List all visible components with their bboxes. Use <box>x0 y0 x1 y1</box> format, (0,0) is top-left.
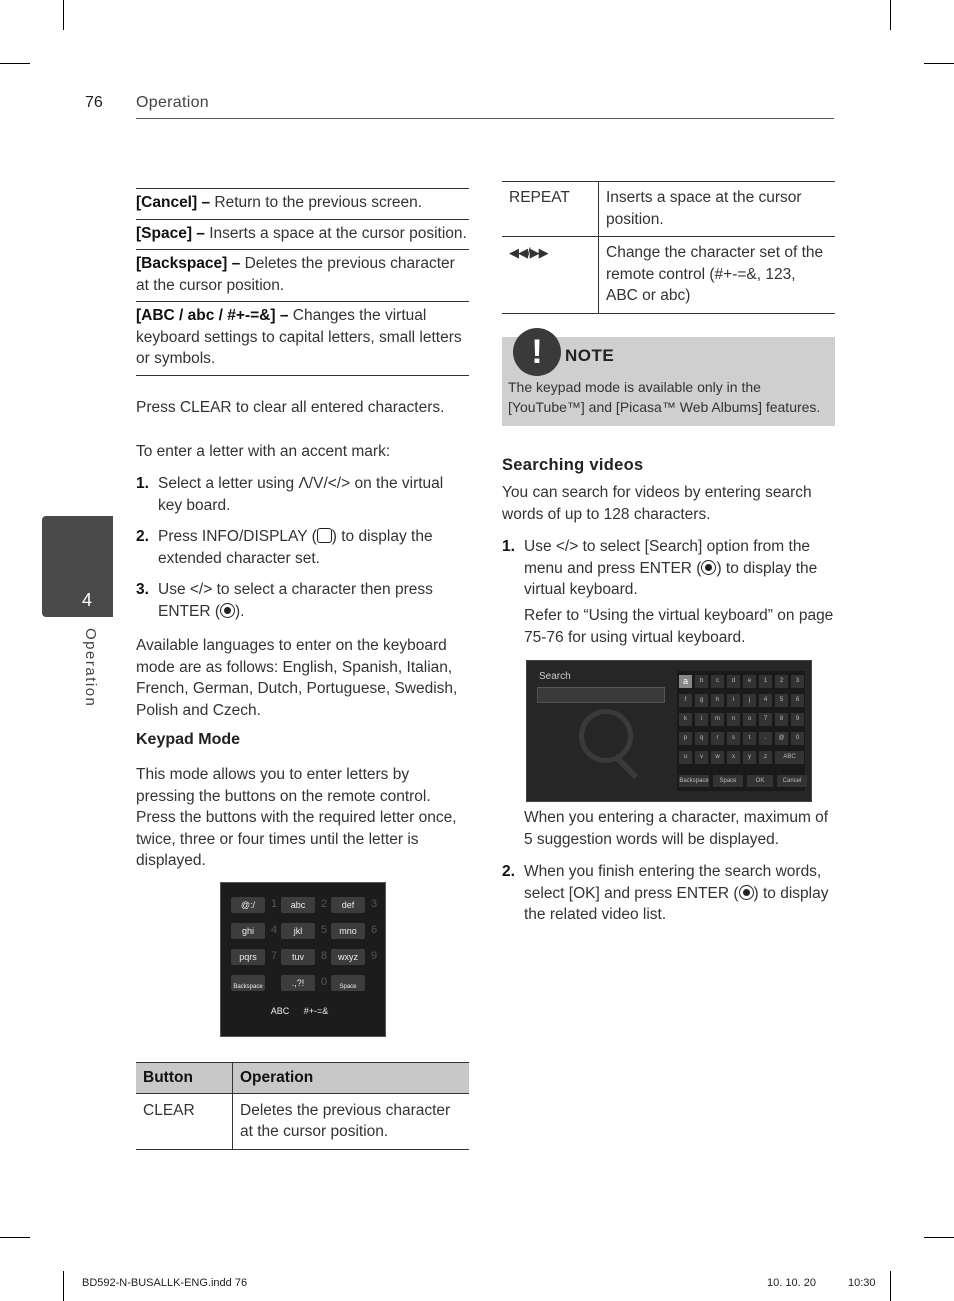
search-heading: Searching videos <box>502 456 644 474</box>
keypad-key: pqrs <box>231 949 265 965</box>
keypad-heading: Keypad Mode <box>136 731 241 748</box>
section-title: Operation <box>136 94 209 111</box>
keyboard-key: 2 <box>775 675 788 688</box>
search-screenshot <box>526 660 812 802</box>
keyboard-key: @ <box>775 732 788 745</box>
keypad-key: .,?! <box>281 975 315 991</box>
search-intro: You can search for videos by entering search words of up to 128 characters. <box>502 484 812 523</box>
keypad-digit: 7 <box>271 950 278 962</box>
keyboard-key: u <box>679 751 692 764</box>
table-row <box>502 237 835 314</box>
step-item: 2. When you finish entering the search words, select [OK] and press ENTER ( ) to display the related video list. <box>502 863 829 923</box>
accent-intro: To enter a letter with an accent mark: <box>136 443 391 460</box>
keypad-digit: 9 <box>371 950 378 962</box>
step-item: 1. Select a letter using Λ/V/</> on the virtual key board. <box>136 475 444 514</box>
keyboard-button: Cancel <box>777 775 807 787</box>
table-header-button: Button <box>136 1063 233 1094</box>
chapter-number: 4 <box>82 590 93 610</box>
keyboard-key: 3 <box>791 675 804 688</box>
note-title: NOTE <box>565 346 615 365</box>
exclamation-icon: ! <box>513 328 561 376</box>
keypad-digit: 5 <box>321 924 328 936</box>
keyboard-key: 8 <box>775 713 788 726</box>
table-cell-button: CLEAR <box>136 1093 233 1149</box>
keyboard-key: h <box>711 694 724 707</box>
crop-mark <box>0 63 30 64</box>
keyboard-key: 1 <box>759 675 772 688</box>
keypad-mode-abc: ABC <box>270 1006 290 1016</box>
keyboard-key: m <box>711 713 724 726</box>
keyboard-key: j <box>743 694 756 707</box>
accent-steps <box>136 473 469 632</box>
crop-mark <box>924 63 954 64</box>
info-display-icon <box>317 528 332 543</box>
note-text: The keypad mode is available only in the [YouTube™] and [Picasa™ Web Albums] features. <box>508 379 821 415</box>
magnifier-handle <box>613 754 638 779</box>
keyboard-key: t <box>743 732 756 745</box>
keypad-mode-symbols: #+-=& <box>303 1006 329 1016</box>
keyboard-key: b <box>695 675 708 688</box>
keyboard-button: Backspace <box>679 775 709 787</box>
keyboard-key: 6 <box>791 694 804 707</box>
virtual-keyboard <box>677 671 805 791</box>
keyboard-key: 5 <box>775 694 788 707</box>
keypad-key: ghi <box>231 923 265 939</box>
button-operation-table <box>136 1062 469 1150</box>
crop-mark <box>890 0 891 30</box>
definition-cancel: [Cancel] – Return to the previous screen. <box>136 188 469 219</box>
search-screen-title: Search <box>539 671 571 682</box>
table-row <box>502 182 835 237</box>
keyboard-key: p <box>679 732 692 745</box>
keyboard-key: a <box>679 675 692 688</box>
keypad-key: abc <box>281 897 315 913</box>
keyboard-key: r <box>711 732 724 745</box>
keyboard-key: x <box>727 751 740 764</box>
footer-file: BD592-N-BUSALLK-ENG.indd 76 <box>82 1277 248 1289</box>
keyboard-key: k <box>679 713 692 726</box>
keyboard-button: Space <box>713 775 743 787</box>
keyboard-key: 0 <box>791 732 804 745</box>
keypad-key: tuv <box>281 949 315 965</box>
keypad-digit: 0 <box>321 976 328 988</box>
table-cell-button: REPEAT <box>502 182 599 237</box>
step-item: 1. Use </> to select [Search] option from the menu and press ENTER ( ) to display the virtual keyboard. <box>502 538 818 598</box>
keypad-digit: 3 <box>371 898 378 910</box>
keypad-key: jkl <box>281 923 315 939</box>
left-right-keys-icon: </> <box>555 538 579 555</box>
keyboard-key: f <box>679 694 692 707</box>
keypad-key: wxyz <box>331 949 365 965</box>
table-cell-operation: Deletes the previous character at the cursor position. <box>233 1093 470 1149</box>
chapter-label: Operation <box>82 628 99 708</box>
arrow-keys-icon: Λ/V/</> <box>298 475 351 492</box>
languages-text: Available languages to enter on the keyboard mode are as follows: English, Spanish, Italian, French, German, Dutch, Portuguese, Swedish, Polish and Czech. <box>136 637 458 719</box>
footer-date: 10. 10. 20 <box>767 1277 816 1289</box>
table-header-operation: Operation <box>233 1063 470 1094</box>
crop-mark <box>63 1271 64 1301</box>
keyboard-key: e <box>743 675 756 688</box>
chapter-tab <box>42 516 113 617</box>
crop-mark <box>63 0 64 30</box>
step-item: 3. Use </> to select a character then press ENTER ( ). <box>136 581 433 620</box>
keyboard-key: c <box>711 675 724 688</box>
definition-space: [Space] – Inserts a space at the cursor position. <box>136 219 469 250</box>
suggestion-text: When you entering a character, maximum of 5 suggestion words will be displayed. <box>524 809 829 848</box>
enter-icon <box>701 560 716 575</box>
definition-backspace: [Backspace] – Deletes the previous character at the cursor position. <box>136 249 469 301</box>
keypad-key: mno <box>331 923 365 939</box>
keyboard-key: d <box>727 675 740 688</box>
skip-buttons-icon: ◀◀/▶▶ <box>502 237 599 314</box>
keypad-digit: 6 <box>371 924 378 936</box>
keyboard-key: s <box>727 732 740 745</box>
keyboard-key: o <box>743 713 756 726</box>
keyboard-key: q <box>695 732 708 745</box>
keyboard-key: y <box>743 751 756 764</box>
button-operation-table-continued <box>502 181 835 314</box>
keypad-digit: 2 <box>321 898 328 910</box>
clear-instruction: Press CLEAR to clear all entered characters. <box>136 399 445 416</box>
keyboard-key: z <box>759 751 772 764</box>
search-step-1 <box>502 536 835 611</box>
keypad-key: @:/ <box>231 897 265 913</box>
search-field <box>537 687 665 703</box>
keyboard-key: 4 <box>759 694 772 707</box>
key-definition-list <box>136 188 469 376</box>
left-right-keys-icon: </> <box>189 581 213 598</box>
step1-refer: Refer to “Using the virtual keyboard” on page 75-76 for using virtual keyboard. <box>524 607 834 646</box>
magnifier-icon <box>579 709 633 763</box>
keypad-key: def <box>331 897 365 913</box>
table-cell-operation: Change the character set of the remote control (#+-=&, 123, ABC or abc) <box>599 237 836 314</box>
table-cell-operation: Inserts a space at the cursor position. <box>599 182 836 237</box>
keyboard-key: ABC <box>775 751 804 764</box>
enter-icon <box>739 885 754 900</box>
table-row <box>136 1093 469 1149</box>
page-number: 76 <box>85 94 103 111</box>
keypad-digit: 4 <box>271 924 278 936</box>
keypad-text: This mode allows you to enter letters by pressing the buttons on the remote control. Press the buttons with the required letter once, twice, three or four times until the letter is displayed. <box>136 766 457 869</box>
keypad-digit: 8 <box>321 950 328 962</box>
crop-mark <box>890 1271 891 1301</box>
keyboard-key: 9 <box>791 713 804 726</box>
header-rule <box>136 118 834 119</box>
keyboard-button: OK <box>747 775 773 787</box>
keypad-key-backspace: Backspace <box>231 975 265 991</box>
keyboard-key: n <box>727 713 740 726</box>
definition-abc: [ABC / abc / #+-=&] – Changes the virtual keyboard settings to capital letters, small letters or symbols. <box>136 301 469 376</box>
keyboard-key: 7 <box>759 713 772 726</box>
crop-mark <box>924 1237 954 1238</box>
keyboard-key: . <box>759 732 772 745</box>
step-item: 2. Press INFO/DISPLAY ( ) to display the extended character set. <box>136 528 433 567</box>
keypad-key-space: Space <box>331 975 365 991</box>
search-step-2 <box>502 861 835 936</box>
keyboard-key: g <box>695 694 708 707</box>
footer-time: 10:30 <box>848 1277 876 1289</box>
crop-mark <box>0 1237 30 1238</box>
keyboard-key: l <box>695 713 708 726</box>
keypad-screenshot <box>220 882 386 1037</box>
keyboard-key: i <box>727 694 740 707</box>
keyboard-key: v <box>695 751 708 764</box>
enter-icon <box>220 603 235 618</box>
keyboard-key: w <box>711 751 724 764</box>
keypad-digit: 1 <box>271 898 278 910</box>
